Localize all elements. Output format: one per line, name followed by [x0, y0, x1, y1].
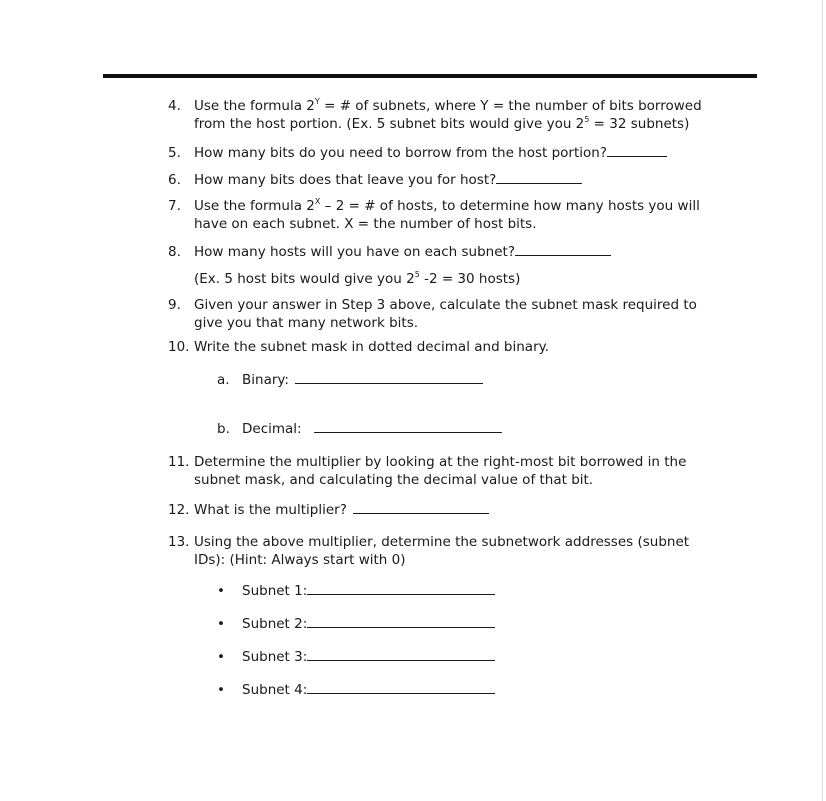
question-12	[168, 501, 728, 519]
question-number: 10.	[168, 339, 190, 355]
question-7	[168, 197, 728, 233]
question-number: 5.	[168, 145, 181, 161]
subnet-2-row	[217, 615, 495, 633]
subnet-4-row	[217, 681, 495, 699]
subnet-2-blank[interactable]	[307, 615, 495, 628]
subnet-3-row	[217, 648, 495, 666]
question-6	[168, 171, 728, 189]
subnet-label: Subnet 4:	[242, 682, 308, 698]
question-13	[168, 533, 728, 569]
question-10	[168, 338, 728, 356]
question-text: How many hosts will you have on each subnet?	[194, 244, 516, 260]
question-text: Write the subnet mask in dotted decimal and binary.	[194, 339, 549, 355]
question-number: 12.	[168, 502, 190, 518]
binary-answer-blank[interactable]	[295, 371, 483, 384]
question-text: How many bits do you need to borrow from the host portion?	[194, 145, 608, 161]
question-text: How many bits does that leave you for host?	[194, 172, 497, 188]
bullet: •	[217, 682, 225, 698]
question-text-line1: Given your answer in Step 3 above, calculate the subnet mask required to	[194, 297, 697, 313]
question-number: 9.	[168, 297, 181, 313]
binary-label: Binary:	[242, 372, 289, 388]
question-8	[168, 243, 728, 261]
question-number: 7.	[168, 198, 181, 214]
question-text-line1: Determine the multiplier by looking at the right-most bit borrowed in the	[194, 454, 687, 470]
subnet-4-blank[interactable]	[307, 681, 495, 694]
decimal-row	[217, 420, 502, 438]
bullet: •	[217, 649, 225, 665]
question-number: 11.	[168, 454, 190, 470]
subnet-3-blank[interactable]	[307, 648, 495, 661]
question-4	[168, 97, 728, 133]
question-8-example: (Ex. 5 host bits would give you $2^5$ -2 = 30 hosts)	[194, 270, 521, 287]
question-11	[168, 453, 728, 489]
question-text-line1: Using the above multiplier, determine the subnetwork addresses (subnet	[194, 534, 690, 550]
answer-blank[interactable]	[515, 243, 611, 256]
answer-blank[interactable]	[496, 171, 582, 184]
subnet-1-row	[217, 582, 495, 600]
question-number: 4.	[168, 98, 181, 114]
decimal-label: Decimal:	[242, 421, 302, 437]
question-text-line1: Use the formula $2^X - 2$ = # of hosts, to determine how many hosts you will	[194, 197, 700, 214]
subnet-label: Subnet 2:	[242, 616, 308, 632]
sub-label: a.	[217, 372, 230, 388]
bullet: •	[217, 583, 225, 599]
question-number: 8.	[168, 244, 181, 260]
question-text-line2: give you that many network bits.	[194, 315, 419, 331]
sub-label: b.	[217, 421, 230, 437]
subnet-1-blank[interactable]	[307, 582, 495, 595]
question-text-line2: from the host portion. (Ex. 5 subnet bits would give you $2^5 = 32$ subnets)	[194, 115, 690, 132]
question-number: 13.	[168, 534, 190, 550]
question-text-line2: IDs): (Hint: Always start with 0)	[194, 552, 406, 568]
question-5	[168, 144, 728, 162]
answer-blank[interactable]	[353, 501, 489, 514]
question-text-line2: subnet mask, and calculating the decimal value of that bit.	[194, 472, 594, 488]
decimal-answer-blank[interactable]	[314, 420, 502, 433]
bullet: •	[217, 616, 225, 632]
question-9	[168, 296, 728, 332]
question-number: 6.	[168, 172, 181, 188]
answer-blank[interactable]	[607, 144, 667, 157]
question-text-line1: Use the formula $2^Y$ = # of subnets, where Y = the number of bits borrowed	[194, 97, 702, 114]
subnet-label: Subnet 3:	[242, 649, 308, 665]
question-text: What is the multiplier?	[194, 502, 347, 518]
question-text-line2: have on each subnet. X = the number of host bits.	[194, 216, 537, 232]
binary-row	[217, 371, 483, 389]
subnet-label: Subnet 1:	[242, 583, 308, 599]
